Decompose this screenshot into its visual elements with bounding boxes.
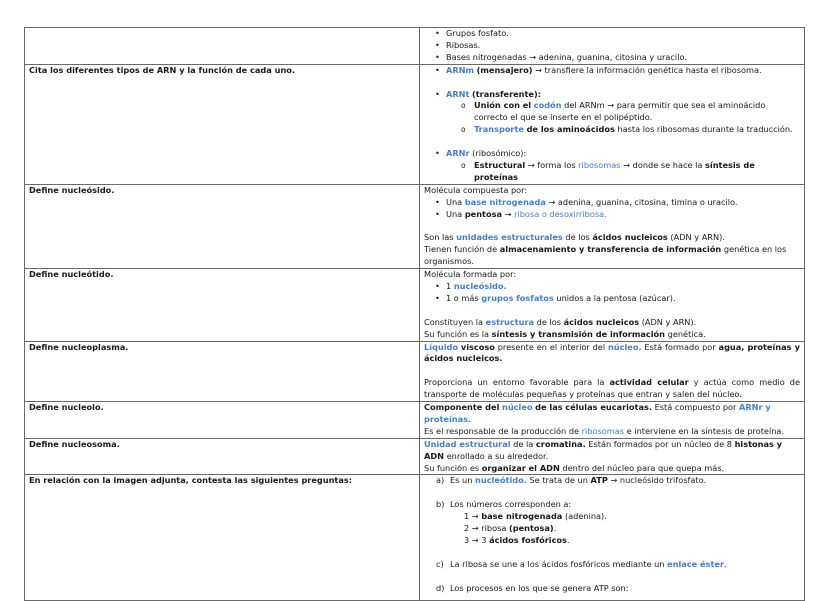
table-row bbox=[25, 438, 805, 475]
table-row bbox=[25, 402, 805, 439]
table-row bbox=[25, 475, 805, 601]
term: ARNr bbox=[446, 148, 470, 159]
question-table bbox=[24, 27, 805, 601]
term-paren: (mensajero) bbox=[476, 64, 533, 75]
answer-cell: a) Es un nucleótido. Se trata de un ATP → nucleósido trifosfato. b) Los números corresponden a: 1 → base nitrogenada (adenina). 2 → ribosa (pentosa). 3 → 3 ácidos fosfóricos. c) La ribosa se une a los ácidos fosfóricos mediante un enlace éster. d) Los procesos en los que se genera ATP son: bbox=[420, 475, 805, 601]
answer-cell: Componente del núcleo de las células eucariotas. Está compuesto por ARNr y proteínas. Es el responsable de la producción de ribosomas e interviene en la síntesis de proteína. bbox=[420, 402, 805, 439]
question-cell: Define nucleolo. bbox=[25, 402, 420, 439]
answer-cell bbox=[420, 28, 805, 65]
answer-cell bbox=[420, 64, 805, 184]
term-paren: (ribosómico): bbox=[472, 148, 527, 159]
list-item: o Transporte de los aminoácidos hasta los ribosomas durante la traducción. bbox=[474, 124, 800, 136]
list-item: c) La ribosa se une a los ácidos fosfóricos mediante un enlace éster. bbox=[436, 558, 727, 569]
bullet-list bbox=[424, 197, 800, 221]
table-row bbox=[25, 64, 805, 184]
list-item: • Una pentosa → ribosa o desoxirribosa. bbox=[446, 209, 800, 221]
list-item: • Ribosas. bbox=[446, 40, 800, 52]
list-item: • 1 o más grupos fosfatos unidos a la pentosa (azúcar). bbox=[446, 293, 800, 305]
table-row bbox=[25, 184, 805, 268]
bullet-list bbox=[424, 281, 800, 305]
table-row bbox=[25, 28, 805, 65]
list-item: • 1 nucleósido. bbox=[446, 281, 800, 293]
question-cell: Cita los diferentes tipos de ARN y la función de cada uno. bbox=[25, 64, 420, 184]
page bbox=[24, 27, 803, 601]
question-cell: En relación con la imagen adjunta, contesta las siguientes preguntas: bbox=[25, 475, 420, 601]
text: → transfiere la información genética hasta el ribosoma. bbox=[535, 64, 762, 75]
sub-list bbox=[446, 100, 800, 136]
sub-list bbox=[446, 160, 800, 184]
answer-cell: Molécula compuesta por: • Una base nitrogenada → adenina, guanina, citosina, timina o uracilo. • Una pentosa → ribosa o desoxirribosa. Son las unidades estructurales de los ácidos nucleicos (ADN y ARN). Tienen función de almacenamiento y transferencia de información genética en los organismos. bbox=[420, 184, 805, 268]
term-paren: (transferente): bbox=[472, 88, 541, 99]
question-cell bbox=[25, 28, 420, 65]
bullet-list bbox=[424, 148, 800, 184]
answer-cell: Unidad estructural de la cromatina. Están formados por un núcleo de 8 histonas y ADN enrollado a su alrededor. Su función es organizar el ADN dentro del núcleo para que quepa más. bbox=[420, 438, 805, 475]
question-cell: Define nucleoplasma. bbox=[25, 341, 420, 402]
list-item: b) Los números corresponden a: bbox=[436, 499, 572, 510]
list-item: o Estructural → forma los ribosomas → donde se hace la síntesis de proteínas bbox=[474, 160, 800, 184]
answer-cell: Molécula formada por: • 1 nucleósido. • 1 o más grupos fosfatos unidos a la pentosa (azúcar). Constituyen la estructura de los ácidos nucleicos (ADN y ARN). Su función es la síntesis y transmisión de información genética. bbox=[420, 269, 805, 341]
list-item: d) Los procesos en los que se genera ATP son: bbox=[436, 582, 629, 593]
table-row bbox=[25, 341, 805, 402]
list-item: • Una base nitrogenada → adenina, guanina, citosina, timina o uracilo. bbox=[446, 197, 800, 209]
question-cell: Define nucleósido. bbox=[25, 184, 420, 268]
term: ARNt bbox=[446, 88, 470, 99]
question-cell: Define nucleótido. bbox=[25, 269, 420, 341]
bullet-list bbox=[424, 89, 800, 137]
bullet-list bbox=[424, 65, 800, 77]
bullet-list bbox=[424, 28, 800, 64]
term: ARNm bbox=[446, 64, 475, 75]
list-item: • Grupos fosfato. bbox=[446, 28, 800, 40]
question-cell: Define nucleosoma. bbox=[25, 438, 420, 475]
list-item: o Unión con el codón del ARNm → para permitir que sea el aminoácido correcto el que se inserte en el polipéptido. bbox=[474, 100, 800, 124]
list-item bbox=[446, 65, 800, 77]
list-item bbox=[446, 148, 800, 184]
list-item: • Bases nitrogenadas → adenina, guanina, citosina y uracilo. bbox=[446, 52, 800, 64]
list-item: a) Es un nucleótido. Se trata de un ATP → nucleósido trifosfato. bbox=[436, 475, 707, 486]
answer-cell: Líquido viscoso presente en el interior del núcleo. Está formado por agua, proteínas y ácidos nucleicos. Proporciona un entorno favorable para la actividad celular y actúa como medio de transporte de moléculas pequeñas y proteínas que entran y salen del núcleo. bbox=[420, 341, 805, 402]
table-row bbox=[25, 269, 805, 341]
list-item bbox=[446, 89, 800, 137]
